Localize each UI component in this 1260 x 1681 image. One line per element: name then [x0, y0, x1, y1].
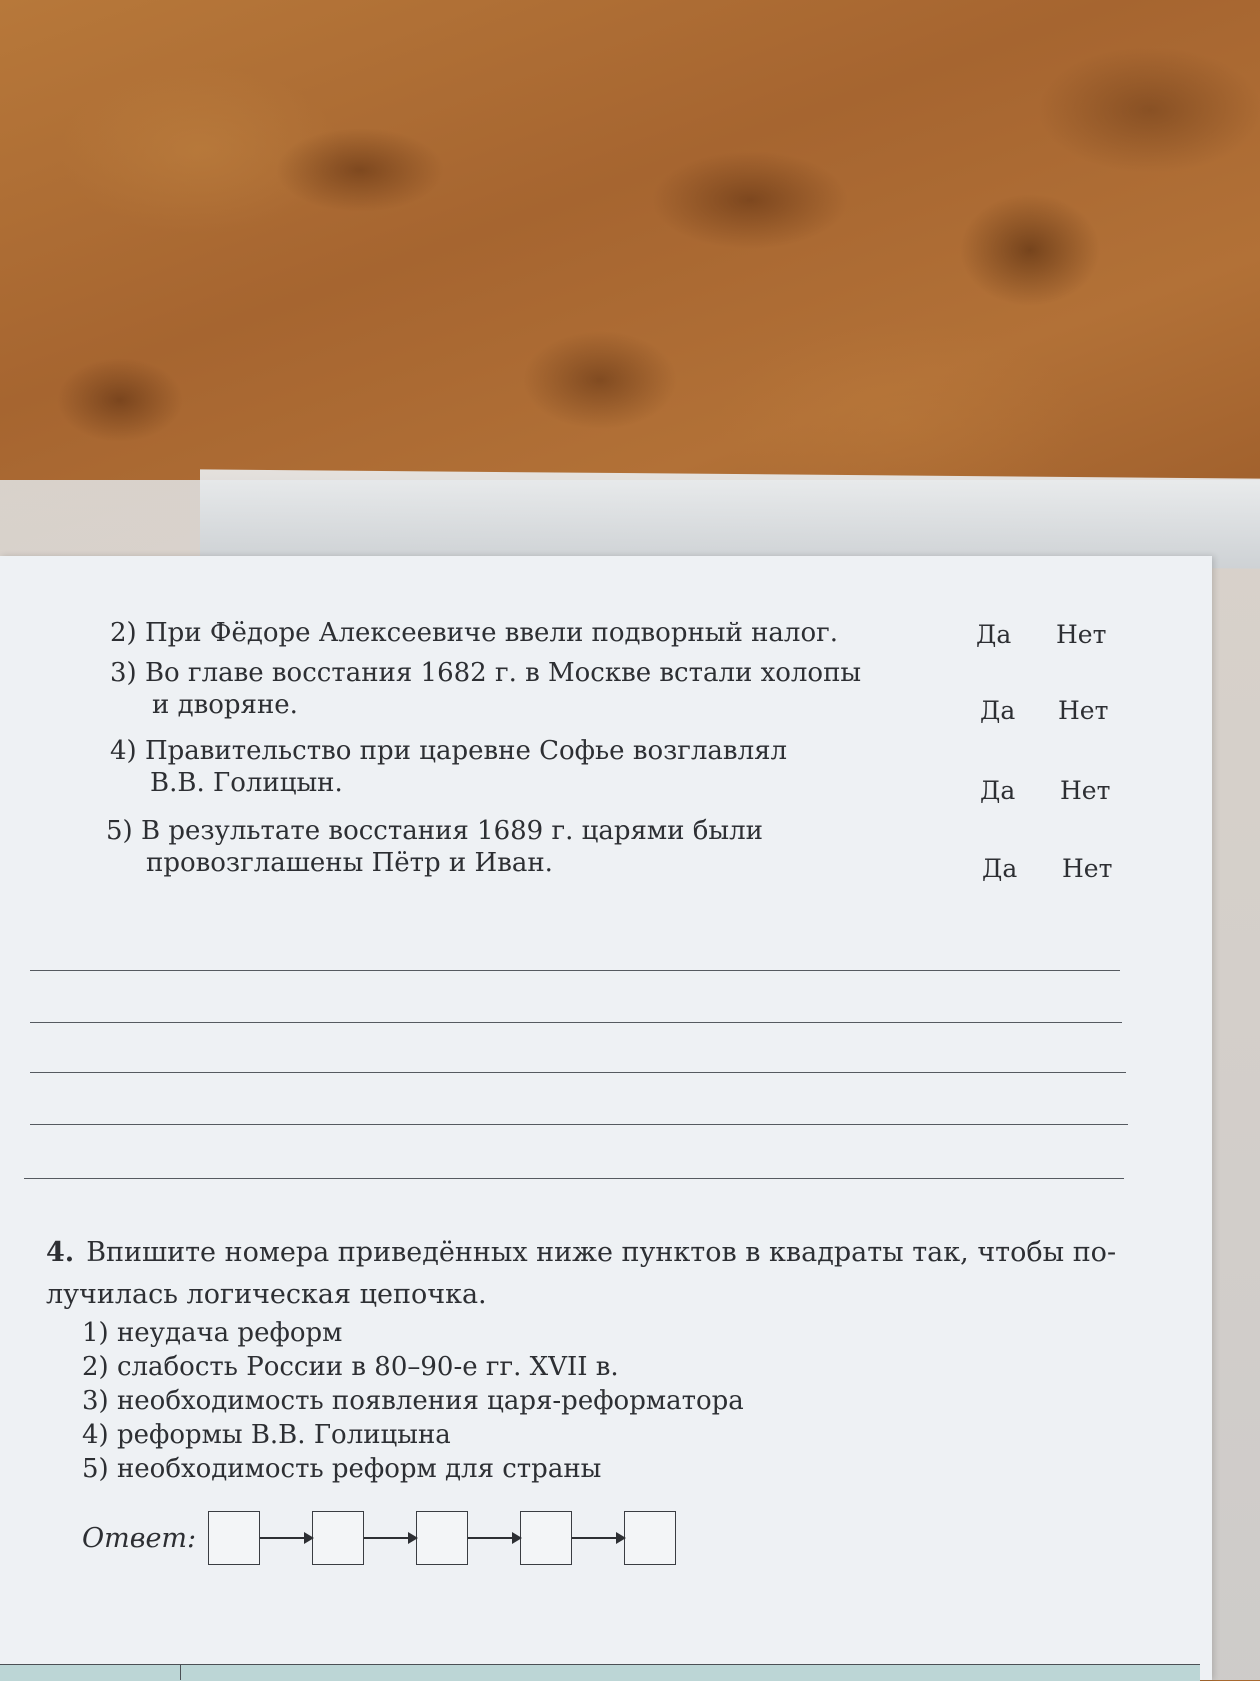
statement-4-no[interactable]: Нет — [1060, 776, 1111, 805]
statement-2 — [110, 616, 838, 650]
statement-4-text: Правительство при царевне Софье возглавлял — [144, 736, 788, 766]
statement-3-number: 3) — [110, 658, 137, 688]
answer-box-5[interactable] — [624, 1511, 676, 1565]
option-4: 4) реформы В.В. Голицына — [82, 1420, 451, 1450]
statement-4-cont: В.В. Голицын. — [150, 768, 343, 798]
answer-label: Ответ: — [82, 1522, 197, 1554]
statement-4-yes[interactable]: Да — [980, 776, 1016, 805]
statement-2-number: 2) — [110, 618, 137, 648]
answer-line[interactable] — [30, 1022, 1122, 1023]
answer-box-4[interactable] — [520, 1511, 572, 1565]
option-5: 5) необходимость реформ для страны — [82, 1454, 602, 1484]
statement-3-text: Во главе восстания 1682 г. в Москве встали холопы — [144, 658, 862, 688]
statement-3 — [110, 656, 861, 690]
statement-2-yes[interactable]: Да — [976, 620, 1012, 649]
option-1: 1) неудача реформ — [82, 1318, 343, 1348]
option-2: 2) слабость России в 80–90-е гг. XVII в. — [82, 1352, 619, 1382]
statement-4-number: 4) — [110, 736, 137, 766]
task-4-options — [82, 1316, 744, 1486]
statement-3-yes[interactable]: Да — [980, 696, 1016, 725]
statement-3-cont: и дворяне. — [152, 690, 298, 720]
plastic-sleeve-edge — [200, 469, 1260, 568]
task-4-prompt — [46, 1232, 1146, 1316]
answer-line[interactable] — [30, 1124, 1128, 1125]
statement-5-text: В результате восстания 1689 г. царями были — [140, 816, 763, 846]
statement-2-text: При Фёдоре Алексеевиче ввели подворный налог. — [144, 618, 838, 648]
answer-box-2[interactable] — [312, 1511, 364, 1565]
arrow-right-icon — [260, 1537, 312, 1539]
statement-3-no[interactable]: Нет — [1058, 696, 1109, 725]
statement-5 — [106, 814, 763, 848]
task-4-number: 4. — [46, 1237, 75, 1268]
answer-line[interactable] — [30, 970, 1120, 971]
arrow-right-icon — [468, 1537, 520, 1539]
task-4-text: Впишите номера приведённых ниже пунктов в квадраты так, чтобы по-лучилась логическая цепочка. — [46, 1237, 1117, 1310]
statement-5-number: 5) — [106, 816, 133, 846]
statement-5-yes[interactable]: Да — [982, 854, 1018, 883]
answer-line[interactable] — [30, 1072, 1126, 1073]
arrow-right-icon — [364, 1537, 416, 1539]
answer-chain — [82, 1508, 676, 1568]
statement-5-no[interactable]: Нет — [1062, 854, 1113, 883]
answer-box-3[interactable] — [416, 1511, 468, 1565]
option-3: 3) необходимость появления царя-реформатора — [82, 1386, 744, 1416]
arrow-right-icon — [572, 1537, 624, 1539]
answer-line[interactable] — [24, 1178, 1124, 1179]
statement-5-cont: провозглашены Пётр и Иван. — [146, 848, 553, 878]
next-section-header-cell — [180, 1664, 1201, 1680]
workbook-page — [0, 556, 1212, 1680]
statement-2-no[interactable]: Нет — [1056, 620, 1107, 649]
statement-4 — [110, 734, 787, 768]
answer-box-1[interactable] — [208, 1511, 260, 1565]
